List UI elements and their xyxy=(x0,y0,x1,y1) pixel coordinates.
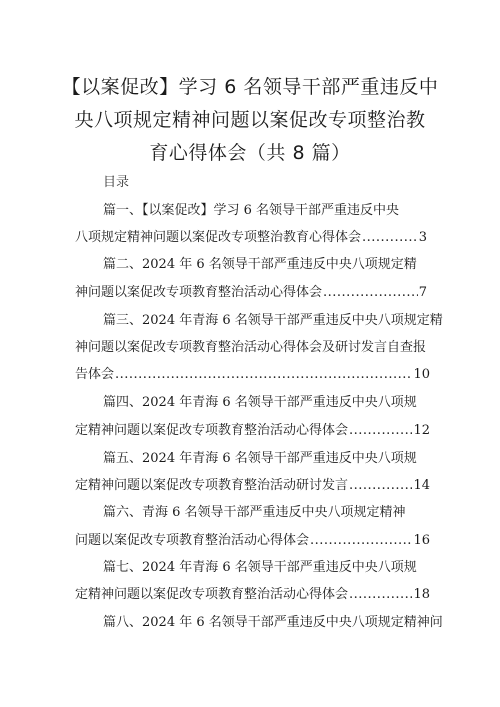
toc-entry-text: 篇五、2024 年青海 6 名领导干部严重违反中央八项规 xyxy=(103,451,417,466)
toc-entry-text: 定精神问题以案促改专项教育整治活动心得体会 xyxy=(75,423,349,438)
toc-heading: 目录 xyxy=(103,175,130,190)
toc-entry-1-line-1[interactable] xyxy=(103,199,433,218)
toc-entry-4-line-1[interactable] xyxy=(103,391,433,410)
toc-entry-5-line-2[interactable] xyxy=(75,474,430,493)
toc-page-number: 7 xyxy=(418,285,427,300)
toc-page-number: 3 xyxy=(418,230,427,245)
toc-leader-dots xyxy=(310,533,412,548)
toc-leader-dots xyxy=(349,587,412,602)
toc-leader-dots xyxy=(115,367,412,382)
toc-page-number: 18 xyxy=(413,587,430,602)
toc-entry-text: 篇四、2024 年青海 6 名领导干部严重违反中央八项规 xyxy=(103,395,417,410)
toc-entry-text: 八项规定精神问题以案促改专项整治教育心得体会 xyxy=(75,230,362,245)
toc-entry-6-line-2[interactable] xyxy=(75,529,430,548)
toc-page-number: 12 xyxy=(413,423,430,438)
toc-entry-text: 问题以案促改专项教育整治活动心得体会 xyxy=(75,533,310,548)
document-title-line-3: 育心得体会（共 8 篇） xyxy=(149,142,351,164)
toc-entry-8-line-1[interactable] xyxy=(103,611,443,630)
toc-page-number: 10 xyxy=(413,367,430,382)
toc-page-number: 14 xyxy=(413,478,430,493)
document-title-line-2: 央八项规定精神问题以案促改专项整治教 xyxy=(74,109,426,131)
toc-entry-text: 神问题以案促改专项教育整治活动心得体会 xyxy=(75,285,323,300)
toc-entry-3-line-3[interactable] xyxy=(75,363,430,382)
document-title-line-1: 【以案促改】学习 6 名领导干部严重违反中 xyxy=(61,76,439,98)
toc-entry-7-line-1[interactable] xyxy=(103,556,433,575)
toc-entry-text: 篇三、2024 年青海 6 名领导干部严重违反中央八项规定精 xyxy=(103,313,443,328)
toc-entry-text: 定精神问题以案促改专项教育整治活动研讨发言 xyxy=(75,478,349,493)
toc-entry-text: 神问题以案促改专项教育整治活动心得体会及研讨发言自查报 xyxy=(75,340,427,355)
toc-leader-dots xyxy=(349,478,412,493)
toc-entry-4-line-2[interactable] xyxy=(75,419,430,438)
toc-entry-3-line-1[interactable] xyxy=(103,309,443,328)
toc-entry-3-line-2[interactable] xyxy=(75,336,430,355)
toc-entry-6-line-1[interactable] xyxy=(103,501,433,520)
toc-entry-7-line-2[interactable] xyxy=(75,583,430,602)
toc-entry-text: 篇八、2024 年 6 名领导干部严重违反中央八项规定精神问 xyxy=(103,615,443,630)
toc-leader-dots xyxy=(349,423,412,438)
toc-entry-2-line-2[interactable] xyxy=(75,281,427,300)
toc-entry-5-line-1[interactable] xyxy=(103,447,433,466)
toc-entry-text: 篇六、青海 6 名领导干部严重违反中央八项规定精神 xyxy=(103,505,406,520)
toc-leader-dots xyxy=(323,285,418,300)
toc-entry-text: 篇七、2024 年青海 6 名领导干部严重违反中央八项规 xyxy=(103,560,417,575)
toc-entry-text: 告体会 xyxy=(75,367,115,382)
toc-entry-text: 篇二、2024 年 6 名领导干部严重违反中央八项规定精 xyxy=(103,257,417,272)
toc-entry-text: 篇一、【以案促改】学习 6 名领导干部严重违反中央 xyxy=(103,203,400,218)
toc-entry-1-line-2[interactable] xyxy=(75,226,427,245)
toc-entry-2-line-1[interactable] xyxy=(103,253,433,272)
toc-page-number: 16 xyxy=(413,533,430,548)
toc-entry-text: 定精神问题以案促改专项教育整治活动心得体会 xyxy=(75,587,349,602)
toc-leader-dots xyxy=(362,230,418,245)
